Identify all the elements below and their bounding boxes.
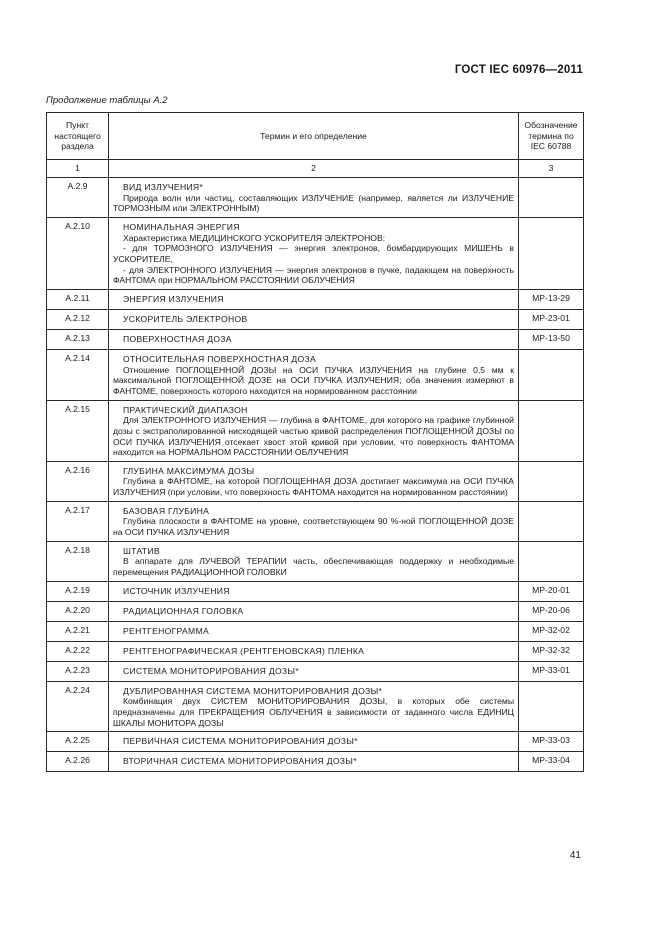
term-definition-cell bbox=[109, 217, 519, 289]
term-name: ПРАКТИЧЕСКИЙ ДИАПАЗОН bbox=[123, 404, 248, 415]
table-row bbox=[47, 400, 584, 461]
term-definition: Комбинация двух СИСТЕМ МОНИТОРИРОВАНИЯ ДОЗЫ, в которых обе системы предназначены для ПРЕКРАЩЕНИЯ ОБЛУЧЕНИЯ в зависимости от заданного числа ЕДИНИЦ ШКАЛЫ МОНИТОРА ДОЗЫ bbox=[113, 696, 514, 728]
term-definition-cell bbox=[109, 400, 519, 461]
iec-designation: МР-33-01 bbox=[519, 661, 584, 681]
table-row bbox=[47, 621, 584, 641]
section-number: А.2.10 bbox=[47, 217, 109, 289]
term-definition: Отношение ПОГЛОЩЕННОЙ ДОЗЫ на ОСИ ПУЧКА ИЗЛУЧЕНИЯ на глубине 0,5 мм к максимальной ПОГЛОЩЕННОЙ ДОЗЕ на ОСИ ПУЧКА ИЗЛУЧЕНИЯ; оба значения измеряют в ФАНТОМЕ, поверхность которого находится на нормированном расстоянии bbox=[113, 364, 514, 396]
section-number: А.2.17 bbox=[47, 501, 109, 541]
term-name: ШТАТИВ bbox=[123, 545, 160, 556]
iec-designation: МР-20-01 bbox=[519, 581, 584, 601]
term-definition-cell bbox=[109, 178, 519, 218]
term-definition-cell bbox=[109, 329, 519, 349]
terms-table bbox=[46, 112, 584, 772]
term-name: ДУБЛИРОВАННАЯ СИСТЕМА МОНИТОРИРОВАНИЯ ДОЗЫ* bbox=[123, 685, 383, 696]
iec-designation: МР-13-29 bbox=[519, 289, 584, 309]
iec-designation: МР-32-02 bbox=[519, 621, 584, 641]
term-name: ПЕРВИЧНАЯ СИСТЕМА МОНИТОРИРОВАНИЯ ДОЗЫ* bbox=[123, 736, 358, 747]
term-definition: Характеристика МЕДИЦИНСКОГО УСКОРИТЕЛЯ ЭЛЕКТРОНОВ: bbox=[123, 232, 386, 243]
column-header-section: Пункт настоящего раздела bbox=[47, 113, 109, 160]
term-name: ИСТОЧНИК ИЗЛУЧЕНИЯ bbox=[123, 585, 230, 596]
term-name: СИСТЕМА МОНИТОРИРОВАНИЯ ДОЗЫ* bbox=[123, 665, 299, 676]
table-row bbox=[47, 501, 584, 541]
term-definition-cell bbox=[109, 661, 519, 681]
term-definition: - для ЭЛЕКТРОННОГО ИЗЛУЧЕНИЯ — энергия электронов в пучке, падающем на поверхность ФАНТОМА при НОРМАЛЬНОМ РАССТОЯНИИ ОБЛУЧЕНИЯ bbox=[113, 264, 514, 286]
term-name: РЕНТГЕНОГРАФИЧЕСКАЯ (РЕНТГЕНОВСКАЯ) ПЛЕНКА bbox=[123, 645, 365, 656]
table-row bbox=[47, 461, 584, 501]
term-definition-cell bbox=[109, 581, 519, 601]
table-row bbox=[47, 349, 584, 400]
section-number: А.2.25 bbox=[47, 732, 109, 752]
term-definition-cell bbox=[109, 601, 519, 621]
section-number: А.2.11 bbox=[47, 289, 109, 309]
iec-designation bbox=[519, 400, 584, 461]
iec-designation bbox=[519, 349, 584, 400]
term-name: ГЛУБИНА МАКСИМУМА ДОЗЫ bbox=[123, 465, 255, 476]
term-definition-cell bbox=[109, 621, 519, 641]
term-definition: Глубина плоскости в ФАНТОМЕ на уровне, соответствующем 90 %-ной ПОГЛОЩЕННОЙ ДОЗЕ на ОСИ ПУЧКА ИЗЛУЧЕНИЯ bbox=[113, 516, 514, 538]
table-row bbox=[47, 329, 584, 349]
section-number: А.2.13 bbox=[47, 329, 109, 349]
term-definition: Природа волн или частиц, составляющих ИЗЛУЧЕНИЕ (например, является ли ИЗЛУЧЕНИЕ ТОРМОЗНЫМ или ЭЛЕКТРОННЫМ) bbox=[113, 192, 514, 214]
section-number: А.2.14 bbox=[47, 349, 109, 400]
term-definition-cell bbox=[109, 681, 519, 732]
term-definition-cell bbox=[109, 641, 519, 661]
table-row bbox=[47, 641, 584, 661]
table-row bbox=[47, 601, 584, 621]
section-number: А.2.24 bbox=[47, 681, 109, 732]
table-row bbox=[47, 661, 584, 681]
table-row bbox=[47, 309, 584, 329]
section-number: А.2.19 bbox=[47, 581, 109, 601]
section-number: А.2.21 bbox=[47, 621, 109, 641]
section-number: А.2.12 bbox=[47, 309, 109, 329]
table-row bbox=[47, 289, 584, 309]
term-definition-cell bbox=[109, 289, 519, 309]
iec-designation: МР-32-32 bbox=[519, 641, 584, 661]
section-number: А.2.20 bbox=[47, 601, 109, 621]
column-header-designation: Обозначение термина по IEC 60788 bbox=[519, 113, 584, 160]
term-definition-cell bbox=[109, 349, 519, 400]
page-number: 41 bbox=[569, 850, 581, 861]
section-number: А.2.9 bbox=[47, 178, 109, 218]
term-definition-cell bbox=[109, 732, 519, 752]
term-name: ВИД ИЗЛУЧЕНИЯ* bbox=[123, 182, 204, 192]
term-name: НОМИНАЛЬНАЯ ЭНЕРГИЯ bbox=[123, 221, 240, 232]
section-number: А.2.26 bbox=[47, 752, 109, 772]
column-number: 1 bbox=[47, 160, 109, 178]
table-caption: Продолжение таблицы А.2 bbox=[46, 95, 168, 106]
iec-designation bbox=[519, 217, 584, 289]
column-number: 3 bbox=[519, 160, 584, 178]
iec-designation bbox=[519, 681, 584, 732]
term-name: ВТОРИЧНАЯ СИСТЕМА МОНИТОРИРОВАНИЯ ДОЗЫ* bbox=[123, 756, 357, 767]
table-row bbox=[47, 541, 584, 581]
iec-designation bbox=[519, 501, 584, 541]
iec-designation: МР-23-01 bbox=[519, 309, 584, 329]
term-name: РАДИАЦИОННАЯ ГОЛОВКА bbox=[123, 605, 244, 616]
iec-designation bbox=[519, 541, 584, 581]
term-definition: - для ТОРМОЗНОГО ИЗЛУЧЕНИЯ — энергия электронов, бомбардирующих МИШЕНЬ в УСКОРИТЕЛЕ, bbox=[113, 243, 514, 264]
section-number: А.2.23 bbox=[47, 661, 109, 681]
table-row bbox=[47, 681, 584, 732]
term-name: БАЗОВАЯ ГЛУБИНА bbox=[123, 505, 210, 516]
term-definition-cell bbox=[109, 461, 519, 501]
column-number: 2 bbox=[109, 160, 519, 178]
table-row bbox=[47, 217, 584, 289]
section-number: А.2.16 bbox=[47, 461, 109, 501]
section-number: А.2.22 bbox=[47, 641, 109, 661]
term-definition: Для ЭЛЕКТРОННОГО ИЗЛУЧЕНИЯ — глубина в ФАНТОМЕ, для которого на графике глубинной дозы с экстраполированной нисходящей частью кривой распределения ПОГЛОЩЕННОЙ ДОЗЫ по ОСИ ПУЧКА ИЗЛУЧЕНИЯ отсекает хвост этой кривой при условии, что поверхность ФАНТОМА находится на НОРМАЛЬНОМ РАССТОЯНИИ ОБЛУЧЕНИЯ bbox=[113, 415, 514, 458]
term-definition-cell bbox=[109, 309, 519, 329]
term-definition: В аппарате для ЛУЧЕВОЙ ТЕРАПИИ часть, обеспечивающая поддержку и необходимые перемещения РАДИАЦИОННОЙ ГОЛОВКИ bbox=[113, 556, 514, 578]
iec-designation: МР-33-04 bbox=[519, 752, 584, 772]
table-row bbox=[47, 178, 584, 218]
term-name: РЕНТГЕНОГРАММА bbox=[123, 625, 209, 636]
section-number: А.2.15 bbox=[47, 400, 109, 461]
document-id: ГОСТ IEC 60976—2011 bbox=[454, 64, 583, 76]
section-number: А.2.18 bbox=[47, 541, 109, 581]
term-name: УСКОРИТЕЛЬ ЭЛЕКТРОНОВ bbox=[123, 313, 248, 324]
iec-designation: МР-33-03 bbox=[519, 732, 584, 752]
column-header-term: Термин и его определение bbox=[109, 113, 519, 160]
term-name: ЭНЕРГИЯ ИЗЛУЧЕНИЯ bbox=[123, 293, 224, 304]
term-name: ОТНОСИТЕЛЬНАЯ ПОВЕРХНОСТНАЯ ДОЗА bbox=[123, 353, 317, 364]
term-definition: Глубина в ФАНТОМЕ, на которой ПОГЛОЩЕННАЯ ДОЗА достигает максимума на ОСИ ПУЧКА ИЗЛУЧЕНИЯ (при условии, что поверхность ФАНТОМА находится на нормированном расстоянии) bbox=[113, 476, 514, 498]
table-row bbox=[47, 581, 584, 601]
iec-designation bbox=[519, 178, 584, 218]
table-row bbox=[47, 732, 584, 752]
table-row bbox=[47, 752, 584, 772]
iec-designation: МР-13-50 bbox=[519, 329, 584, 349]
iec-designation bbox=[519, 461, 584, 501]
term-definition-cell bbox=[109, 752, 519, 772]
term-definition-cell bbox=[109, 541, 519, 581]
term-definition-cell bbox=[109, 501, 519, 541]
term-name: ПОВЕРХНОСТНАЯ ДОЗА bbox=[123, 333, 232, 344]
iec-designation: МР-20-06 bbox=[519, 601, 584, 621]
